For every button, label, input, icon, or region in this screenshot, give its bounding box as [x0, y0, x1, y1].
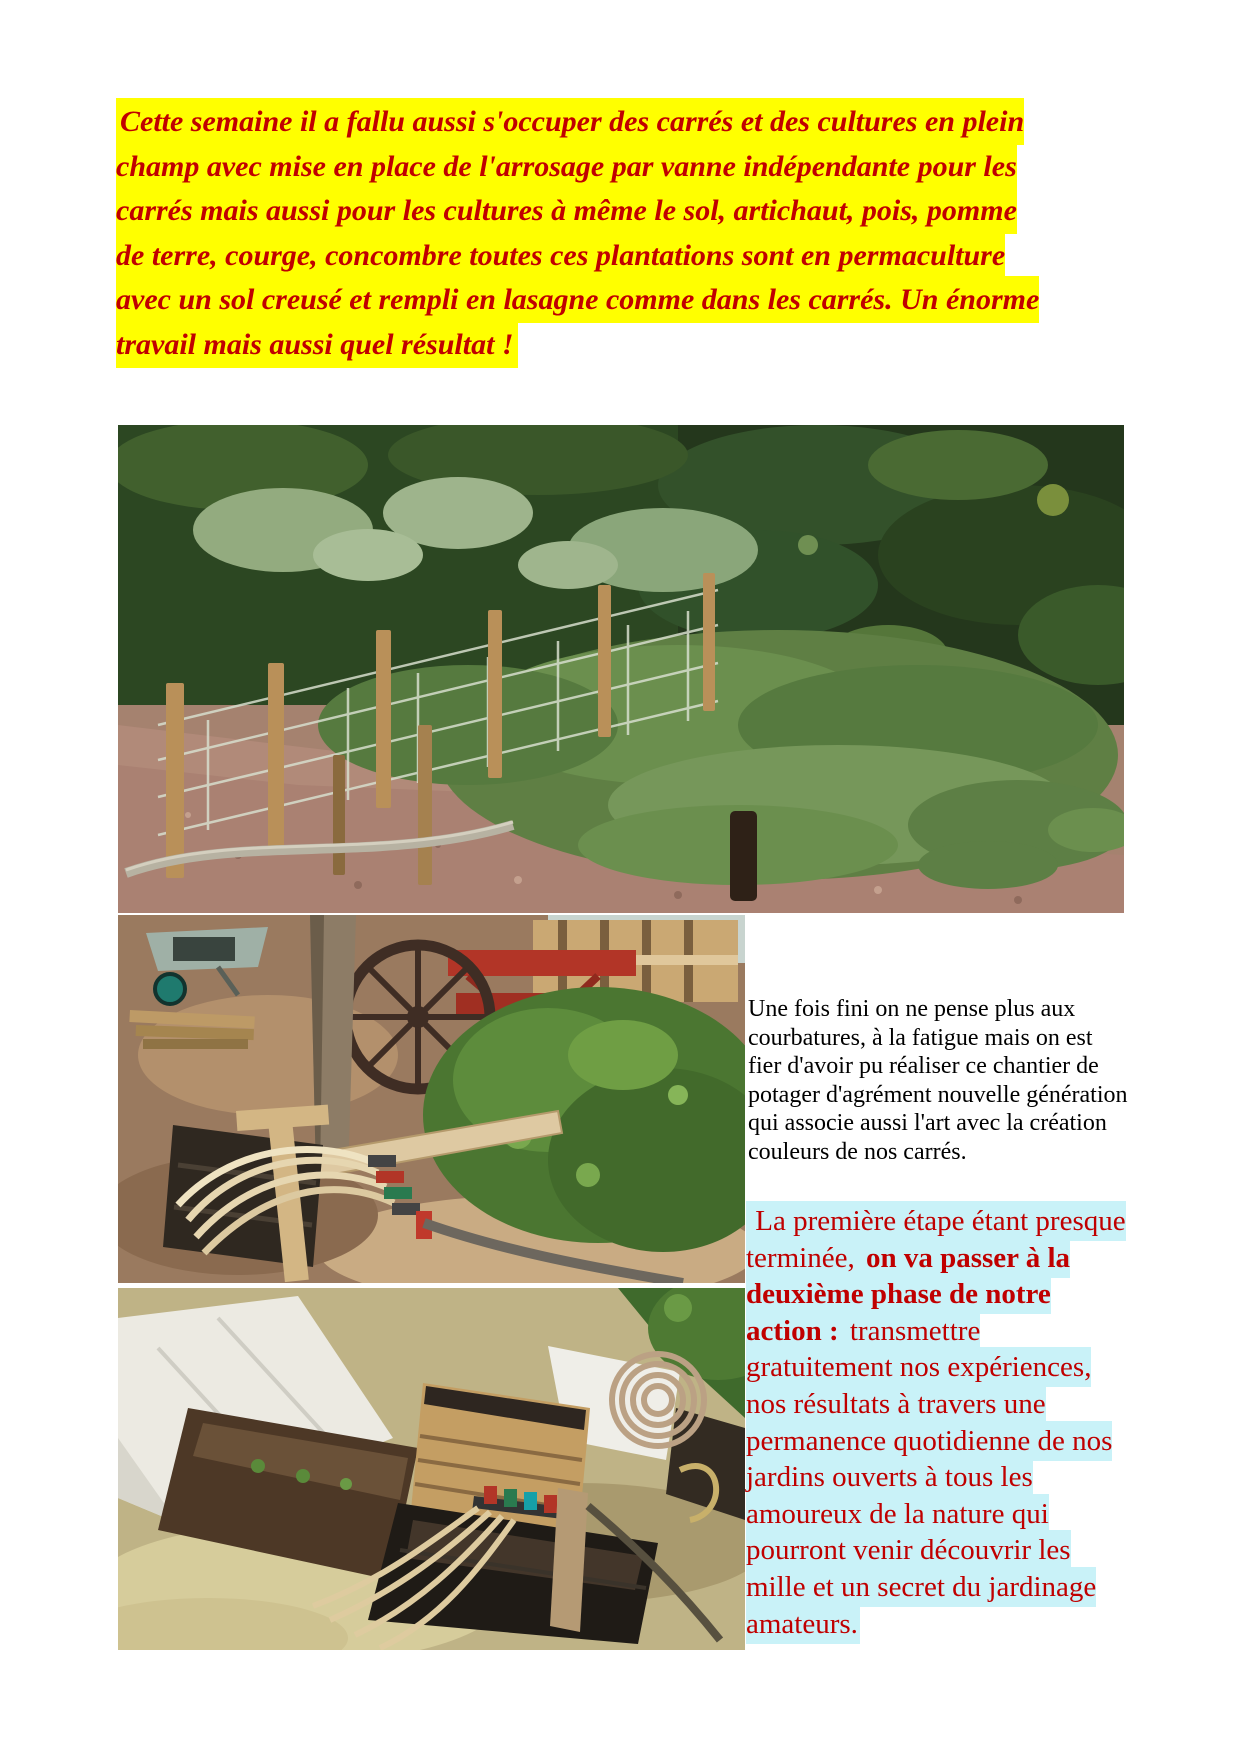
announcement-text-start: La première étape étant presque terminée,	[746, 1201, 1126, 1278]
caption-paragraph	[748, 995, 1130, 1166]
open-field-garden-illustration	[118, 425, 1124, 913]
raised-beds-illustration	[118, 1288, 745, 1650]
cart-and-hoses-illustration	[118, 915, 745, 1283]
announcement-text-end: transmettre gratuitement nos expériences, nos résultats à travers une permanence quotidienne de nos jardins ouverts à tous les amoureux de la nature qui pourront venir découvrir les mille et un secret du jardinage amateurs.	[746, 1311, 1112, 1644]
plank-pile	[129, 1010, 254, 1049]
intro-paragraph	[116, 100, 1044, 367]
announcement-paragraph	[746, 1203, 1132, 1642]
intro-text: Cette semaine il a fallu aussi s'occuper des carrés et des cultures en plein champ avec mise en place de l'arrosage par vanne indépendante pour les carrés mais aussi pour les cultures à même le sol, artichaut, pois, pomme de terre, courge, concombre toutes ces plantations sont en permaculture avec un sol creusé et rempli en lasagne comme dans les carrés. Un énorme travail mais aussi quel résultat !	[116, 98, 1039, 368]
photo-raised-beds	[118, 1288, 745, 1650]
announcement-text-bold: on va passer à la deuxième phase de notre action :	[746, 1238, 1070, 1351]
dark-stake	[730, 811, 757, 901]
caption-text: Une fois fini on ne pense plus aux courbatures, à la fatigue mais on est fier d'avoir pu réaliser ce chantier de potager d'agrément nouvelle génération qui associe aussi l'art avec la création couleurs de nos carrés.	[748, 996, 1128, 1165]
photo-open-field-garden	[118, 425, 1124, 913]
photo-cart-and-hoses	[118, 915, 745, 1283]
